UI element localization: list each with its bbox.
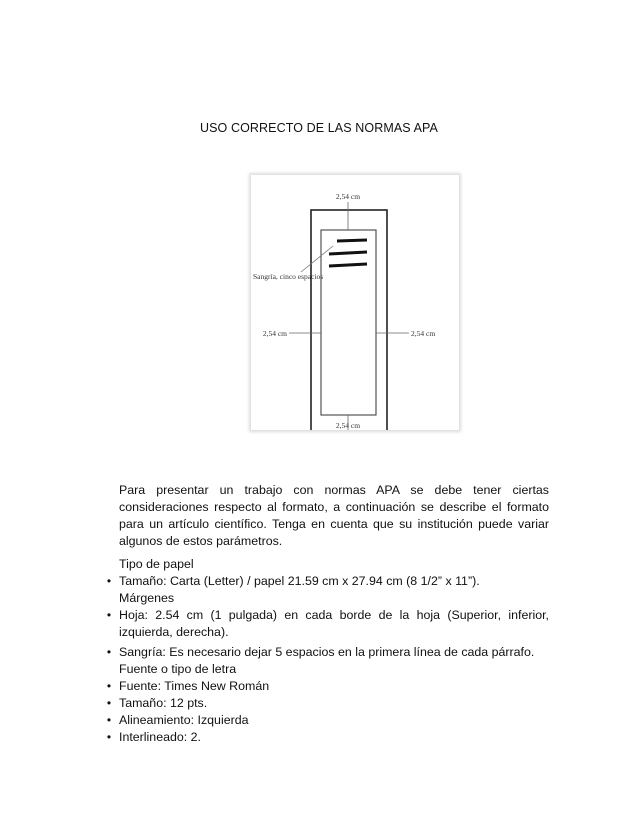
section-paper xyxy=(106,556,549,590)
label-right: 2,54 cm xyxy=(411,329,436,338)
section-heading: Fuente o tipo de letra xyxy=(119,662,237,676)
list-item: • Sangría: Es necesario dejar 5 espacios en la primera línea de cada párrafo. xyxy=(119,644,549,661)
section-font xyxy=(106,661,549,746)
list-item: • Tamaño: Carta (Letter) / papel 21.59 cm x 27.94 cm (8 1/2” x 11”). xyxy=(119,573,549,590)
inner-margin-rect xyxy=(321,230,376,415)
label-left: 2,54 cm xyxy=(262,329,287,338)
list-item: • Hoja: 2.54 cm (1 pulgada) en cada borde de la hoja (Superior, inferior, izquierda, derecha). xyxy=(119,607,549,641)
bullet-list xyxy=(106,678,549,746)
label-top: 2,54 cm xyxy=(335,192,361,201)
bullet-icon: • xyxy=(106,713,112,727)
bullet-icon: • xyxy=(106,696,112,710)
bullet-icon: • xyxy=(106,730,112,744)
indent-leader-line xyxy=(301,246,333,272)
bullet-icon: • xyxy=(106,608,112,622)
section-margins xyxy=(106,590,549,661)
label-bottom: 2,54 cm xyxy=(335,421,361,430)
bullet-icon: • xyxy=(106,645,112,659)
bullet-list xyxy=(106,607,549,661)
list-item: • Interlineado: 2. xyxy=(119,729,549,746)
label-indent: Sangría, cinco espacios xyxy=(253,272,324,281)
section-heading: Tipo de papel xyxy=(119,557,194,571)
margins-diagram xyxy=(251,175,459,430)
body-content xyxy=(106,482,549,746)
section-heading: Márgenes xyxy=(119,591,175,605)
page-title: USO CORRECTO DE LAS NORMAS APA xyxy=(199,121,438,135)
text-line-3 xyxy=(329,264,367,266)
list-item: • Tamaño: 12 pts. xyxy=(119,695,549,712)
text-line-2 xyxy=(329,252,367,254)
intro-paragraph: Para presentar un trabajo con normas APA se debe tener ciertas consideraciones respecto al formato, a continuación se describe el formato para un artículo científico. Tenga en cuenta que su institución puede variar algunos de estos parámetros. xyxy=(119,483,549,548)
list-item: • Fuente: Times New Román xyxy=(119,678,549,695)
bullet-icon: • xyxy=(106,679,112,693)
margins-diagram-svg xyxy=(251,175,459,430)
bullet-list xyxy=(106,573,549,590)
bullet-icon: • xyxy=(106,574,112,588)
list-item: • Alineamiento: Izquierda xyxy=(119,712,549,729)
text-line-1 xyxy=(337,240,367,241)
